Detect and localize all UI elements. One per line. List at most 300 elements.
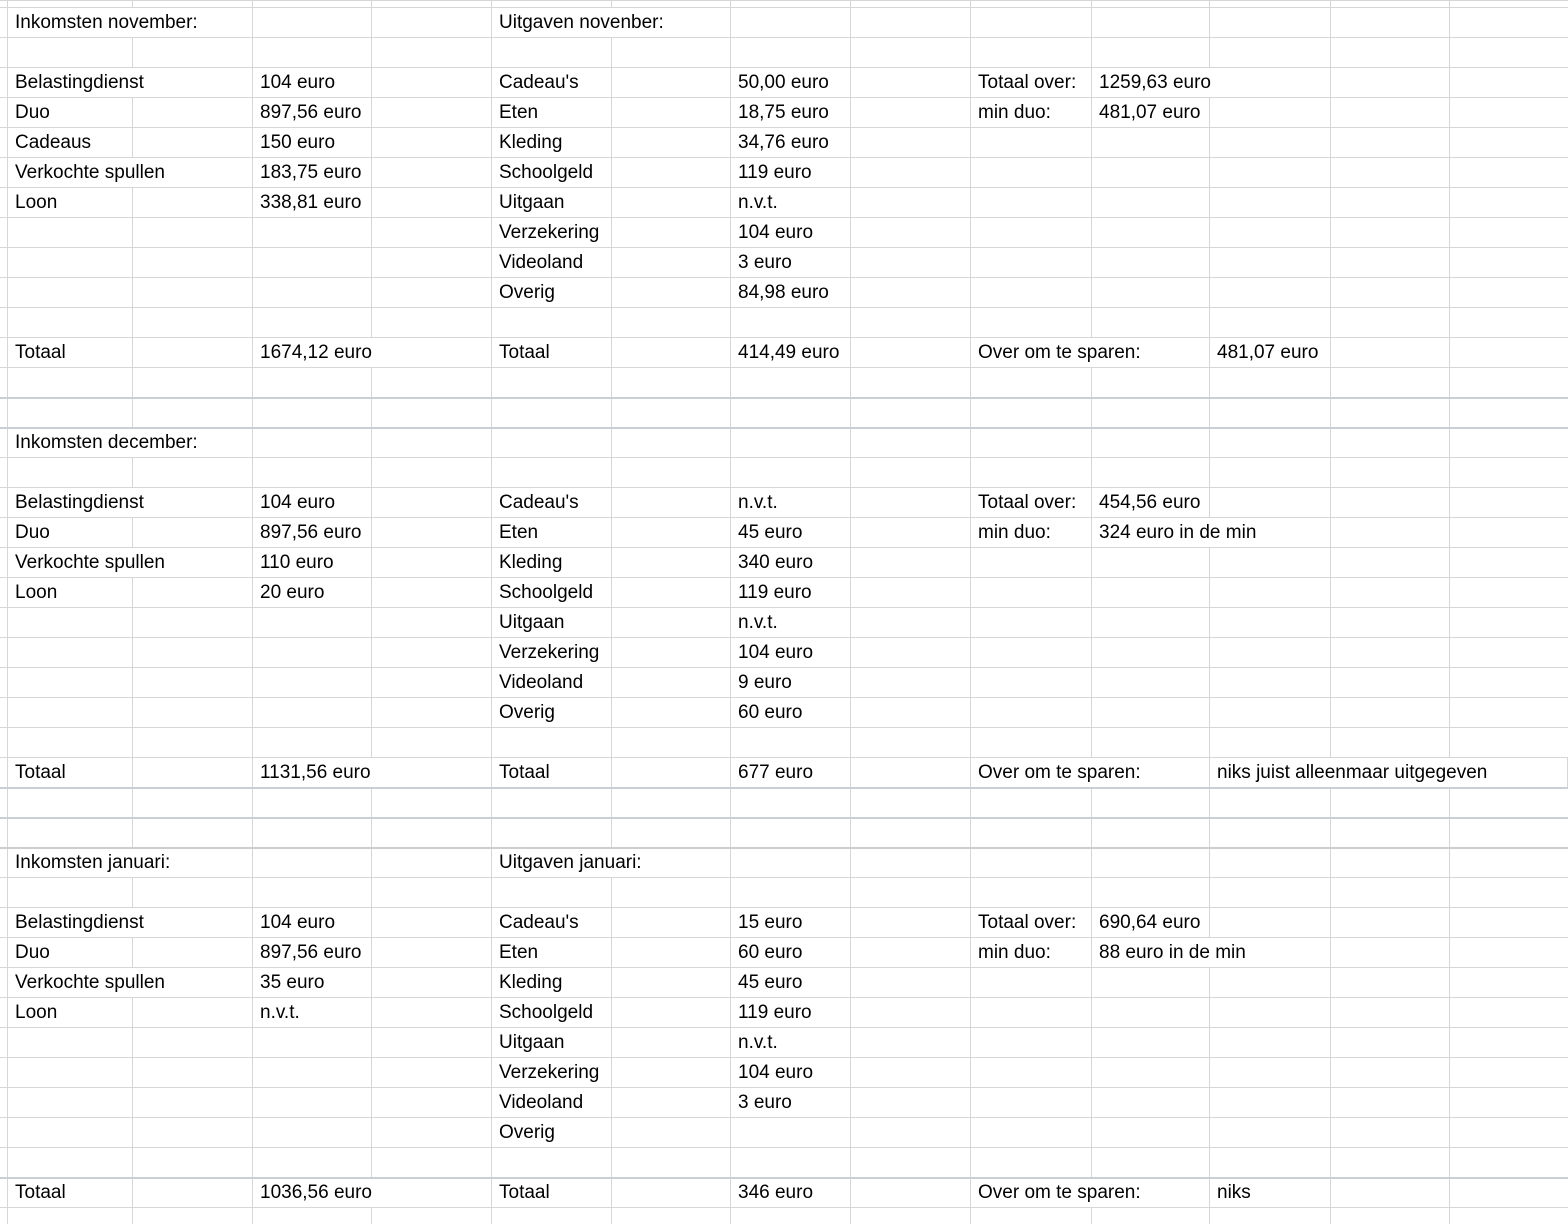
cell-edge-r26[interactable] [0, 758, 8, 788]
cell-G16[interactable] [731, 458, 851, 488]
dec-income-value-duo[interactable]: 897,56 euro [253, 518, 372, 548]
cell-B8[interactable] [133, 218, 253, 248]
cell-M20[interactable] [1450, 578, 1568, 608]
cell-edge-r28[interactable] [0, 818, 8, 848]
cell-J2[interactable] [1092, 38, 1210, 68]
cell-J7[interactable] [1092, 188, 1210, 218]
cell-M29[interactable] [1450, 848, 1568, 878]
cell-L22[interactable] [1331, 638, 1450, 668]
cell-edge-r31[interactable] [0, 908, 8, 938]
jan-min-duo-value[interactable]: 88 euro in de min [1092, 938, 1331, 968]
jan-income-total-value[interactable]: 1036,56 euro [253, 1178, 492, 1208]
cell-D30[interactable] [372, 878, 492, 908]
dec-income-label-verkochte-spullen[interactable]: Verkochte spullen [8, 548, 253, 578]
cell-H6[interactable] [851, 158, 971, 188]
jan-income-value-duo[interactable]: 897,56 euro [253, 938, 372, 968]
cell-C11[interactable] [253, 308, 372, 338]
dec-expense-label-kleding[interactable]: Kleding [492, 548, 612, 578]
nov-expense-label-uitgaan[interactable]: Uitgaan [492, 188, 612, 218]
cell-J0[interactable] [1092, 0, 1210, 8]
cell-H23[interactable] [851, 668, 971, 698]
cell-J13[interactable] [1092, 368, 1210, 398]
cell-L34[interactable] [1331, 998, 1450, 1028]
cell-M23[interactable] [1450, 668, 1568, 698]
cell-K14[interactable] [1210, 398, 1331, 428]
cell-A23[interactable] [8, 668, 133, 698]
cell-I7[interactable] [971, 188, 1092, 218]
cell-J15[interactable] [1092, 428, 1210, 458]
cell-D5[interactable] [372, 128, 492, 158]
cell-I35[interactable] [971, 1028, 1092, 1058]
cell-edge-r24[interactable] [0, 698, 8, 728]
cell-D22[interactable] [372, 638, 492, 668]
dec-expense-value-verzekering[interactable]: 104 euro [731, 638, 851, 668]
nov-sparen-label[interactable]: Over om te sparen: [971, 338, 1210, 368]
cell-edge-r7[interactable] [0, 188, 8, 218]
jan-totaal-over-label[interactable]: Totaal over: [971, 908, 1092, 938]
cell-F28[interactable] [612, 818, 731, 848]
cell-F32[interactable] [612, 938, 731, 968]
cell-H22[interactable] [851, 638, 971, 668]
nov-expense-value-kleding[interactable]: 34,76 euro [731, 128, 851, 158]
cell-edge-r15[interactable] [0, 428, 8, 458]
cell-H27[interactable] [851, 788, 971, 818]
cell-A0[interactable] [8, 0, 133, 8]
cell-H18[interactable] [851, 518, 971, 548]
cell-G11[interactable] [731, 308, 851, 338]
cell-M12[interactable] [1450, 338, 1568, 368]
cell-F5[interactable] [612, 128, 731, 158]
cell-edge-r18[interactable] [0, 518, 8, 548]
cell-I25[interactable] [971, 728, 1092, 758]
cell-C39[interactable] [253, 1148, 372, 1178]
dec-expense-value-uitgaan[interactable]: n.v.t. [731, 608, 851, 638]
nov-income-value-cadeaus[interactable]: 150 euro [253, 128, 372, 158]
cell-I28[interactable] [971, 818, 1092, 848]
cell-M7[interactable] [1450, 188, 1568, 218]
cell-M38[interactable] [1450, 1118, 1568, 1148]
cell-B34[interactable] [133, 998, 253, 1028]
cell-D19[interactable] [372, 548, 492, 578]
cell-C14[interactable] [253, 398, 372, 428]
nov-expense-label-verzekering[interactable]: Verzekering [492, 218, 612, 248]
cell-A30[interactable] [8, 878, 133, 908]
cell-H1[interactable] [851, 8, 971, 38]
cell-H3[interactable] [851, 68, 971, 98]
cell-L35[interactable] [1331, 1028, 1450, 1058]
cell-G39[interactable] [731, 1148, 851, 1178]
cell-K16[interactable] [1210, 458, 1331, 488]
cell-E14[interactable] [492, 398, 612, 428]
cell-L8[interactable] [1331, 218, 1450, 248]
cell-H20[interactable] [851, 578, 971, 608]
cell-L18[interactable] [1331, 518, 1450, 548]
dec-income-label-loon[interactable]: Loon [8, 578, 133, 608]
cell-K0[interactable] [1210, 0, 1331, 8]
cell-edge-r25[interactable] [0, 728, 8, 758]
cell-C24[interactable] [253, 698, 372, 728]
cell-L19[interactable] [1331, 548, 1450, 578]
cell-M41[interactable] [1450, 1208, 1568, 1224]
cell-B23[interactable] [133, 668, 253, 698]
cell-H31[interactable] [851, 908, 971, 938]
cell-C22[interactable] [253, 638, 372, 668]
cell-I16[interactable] [971, 458, 1092, 488]
cell-A16[interactable] [8, 458, 133, 488]
cell-C13[interactable] [253, 368, 372, 398]
cell-A9[interactable] [8, 248, 133, 278]
dec-income-label-duo[interactable]: Duo [8, 518, 133, 548]
cell-I9[interactable] [971, 248, 1092, 278]
cell-L27[interactable] [1331, 788, 1450, 818]
cell-I2[interactable] [971, 38, 1092, 68]
cell-M22[interactable] [1450, 638, 1568, 668]
cell-I10[interactable] [971, 278, 1092, 308]
cell-F13[interactable] [612, 368, 731, 398]
cell-L28[interactable] [1331, 818, 1450, 848]
cell-H33[interactable] [851, 968, 971, 998]
cell-D36[interactable] [372, 1058, 492, 1088]
jan-expense-value-verzekering[interactable]: 104 euro [731, 1058, 851, 1088]
nov-income-total-label[interactable]: Totaal [8, 338, 133, 368]
cell-D14[interactable] [372, 398, 492, 428]
cell-A39[interactable] [8, 1148, 133, 1178]
nov-expense-total-label[interactable]: Totaal [492, 338, 612, 368]
jan-expense-value-schoolgeld[interactable]: 119 euro [731, 998, 851, 1028]
cell-K37[interactable] [1210, 1088, 1331, 1118]
cell-E16[interactable] [492, 458, 612, 488]
cell-F36[interactable] [612, 1058, 731, 1088]
cell-F14[interactable] [612, 398, 731, 428]
cell-B16[interactable] [133, 458, 253, 488]
cell-L14[interactable] [1331, 398, 1450, 428]
cell-G15[interactable] [731, 428, 851, 458]
cell-J39[interactable] [1092, 1148, 1210, 1178]
cell-F19[interactable] [612, 548, 731, 578]
cell-F25[interactable] [612, 728, 731, 758]
cell-H38[interactable] [851, 1118, 971, 1148]
cell-H17[interactable] [851, 488, 971, 518]
jan-expense-label-verzekering[interactable]: Verzekering [492, 1058, 612, 1088]
jan-expense-label-uitgaan[interactable]: Uitgaan [492, 1028, 612, 1058]
dec-expense-label-overig[interactable]: Overig [492, 698, 612, 728]
nov-income-total-value[interactable]: 1674,12 euro [253, 338, 492, 368]
cell-F30[interactable] [612, 878, 731, 908]
cell-F23[interactable] [612, 668, 731, 698]
cell-edge-r39[interactable] [0, 1148, 8, 1178]
dec-income-total-value[interactable]: 1131,56 euro [253, 758, 492, 788]
cell-D6[interactable] [372, 158, 492, 188]
cell-K2[interactable] [1210, 38, 1331, 68]
nov-income-value-belastingdienst[interactable]: 104 euro [253, 68, 372, 98]
nov-expense-value-verzekering[interactable]: 104 euro [731, 218, 851, 248]
cell-A13[interactable] [8, 368, 133, 398]
dec-income-label-belastingdienst[interactable]: Belastingdienst [8, 488, 253, 518]
cell-H14[interactable] [851, 398, 971, 428]
cell-C21[interactable] [253, 608, 372, 638]
cell-M2[interactable] [1450, 38, 1568, 68]
cell-J22[interactable] [1092, 638, 1210, 668]
cell-A41[interactable] [8, 1208, 133, 1224]
cell-edge-r34[interactable] [0, 998, 8, 1028]
cell-I38[interactable] [971, 1118, 1092, 1148]
dec-expense-value-overig[interactable]: 60 euro [731, 698, 851, 728]
cell-G14[interactable] [731, 398, 851, 428]
cell-D9[interactable] [372, 248, 492, 278]
cell-J14[interactable] [1092, 398, 1210, 428]
cell-F38[interactable] [612, 1118, 731, 1148]
cell-J41[interactable] [1092, 1208, 1210, 1224]
cell-B36[interactable] [133, 1058, 253, 1088]
dec-sparen-value[interactable]: niks juist alleenmaar uitgegeven [1210, 758, 1568, 788]
cell-K13[interactable] [1210, 368, 1331, 398]
cell-G38[interactable] [731, 1118, 851, 1148]
dec-expense-value-cadeau-s[interactable]: n.v.t. [731, 488, 851, 518]
cell-edge-r6[interactable] [0, 158, 8, 188]
cell-J37[interactable] [1092, 1088, 1210, 1118]
cell-J36[interactable] [1092, 1058, 1210, 1088]
cell-H28[interactable] [851, 818, 971, 848]
cell-H30[interactable] [851, 878, 971, 908]
cell-H29[interactable] [851, 848, 971, 878]
cell-D7[interactable] [372, 188, 492, 218]
cell-A24[interactable] [8, 698, 133, 728]
cell-I22[interactable] [971, 638, 1092, 668]
cell-K34[interactable] [1210, 998, 1331, 1028]
cell-K4[interactable] [1210, 98, 1331, 128]
nov-income-value-loon[interactable]: 338,81 euro [253, 188, 372, 218]
cell-F22[interactable] [612, 638, 731, 668]
cell-H26[interactable] [851, 758, 971, 788]
cell-A27[interactable] [8, 788, 133, 818]
cell-J9[interactable] [1092, 248, 1210, 278]
cell-K31[interactable] [1210, 908, 1331, 938]
jan-income-label-verkochte-spullen[interactable]: Verkochte spullen [8, 968, 253, 998]
nov-income-header[interactable]: Inkomsten november: [8, 8, 253, 38]
cell-B22[interactable] [133, 638, 253, 668]
jan-expense-header[interactable]: Uitgaven januari: [492, 848, 731, 878]
cell-E2[interactable] [492, 38, 612, 68]
cell-B5[interactable] [133, 128, 253, 158]
cell-B13[interactable] [133, 368, 253, 398]
cell-edge-r21[interactable] [0, 608, 8, 638]
cell-K27[interactable] [1210, 788, 1331, 818]
dec-expense-label-uitgaan[interactable]: Uitgaan [492, 608, 612, 638]
nov-income-label-loon[interactable]: Loon [8, 188, 133, 218]
cell-B30[interactable] [133, 878, 253, 908]
cell-L3[interactable] [1331, 68, 1450, 98]
cell-J24[interactable] [1092, 698, 1210, 728]
dec-expense-value-schoolgeld[interactable]: 119 euro [731, 578, 851, 608]
cell-I5[interactable] [971, 128, 1092, 158]
cell-D41[interactable] [372, 1208, 492, 1224]
cell-D13[interactable] [372, 368, 492, 398]
cell-M25[interactable] [1450, 728, 1568, 758]
cell-edge-r38[interactable] [0, 1118, 8, 1148]
jan-sparen-value[interactable]: niks [1210, 1178, 1331, 1208]
cell-D21[interactable] [372, 608, 492, 638]
cell-L17[interactable] [1331, 488, 1450, 518]
cell-M11[interactable] [1450, 308, 1568, 338]
dec-min-duo-label[interactable]: min duo: [971, 518, 1092, 548]
cell-D0[interactable] [372, 0, 492, 8]
cell-K10[interactable] [1210, 278, 1331, 308]
cell-J8[interactable] [1092, 218, 1210, 248]
cell-edge-r4[interactable] [0, 98, 8, 128]
cell-F7[interactable] [612, 188, 731, 218]
cell-L13[interactable] [1331, 368, 1450, 398]
cell-J10[interactable] [1092, 278, 1210, 308]
cell-E11[interactable] [492, 308, 612, 338]
cell-I14[interactable] [971, 398, 1092, 428]
cell-F3[interactable] [612, 68, 731, 98]
cell-J21[interactable] [1092, 608, 1210, 638]
cell-B12[interactable] [133, 338, 253, 368]
cell-A37[interactable] [8, 1088, 133, 1118]
cell-H9[interactable] [851, 248, 971, 278]
cell-B21[interactable] [133, 608, 253, 638]
cell-I13[interactable] [971, 368, 1092, 398]
cell-F39[interactable] [612, 1148, 731, 1178]
cell-edge-r19[interactable] [0, 548, 8, 578]
cell-I29[interactable] [971, 848, 1092, 878]
cell-H37[interactable] [851, 1088, 971, 1118]
jan-income-value-loon[interactable]: n.v.t. [253, 998, 372, 1028]
cell-C2[interactable] [253, 38, 372, 68]
cell-K39[interactable] [1210, 1148, 1331, 1178]
cell-H35[interactable] [851, 1028, 971, 1058]
cell-K36[interactable] [1210, 1058, 1331, 1088]
cell-M27[interactable] [1450, 788, 1568, 818]
cell-F37[interactable] [612, 1088, 731, 1118]
jan-expense-label-cadeau-s[interactable]: Cadeau's [492, 908, 612, 938]
cell-edge-r1[interactable] [0, 8, 8, 38]
cell-E27[interactable] [492, 788, 612, 818]
cell-edge-r5[interactable] [0, 128, 8, 158]
jan-totaal-over-value[interactable]: 690,64 euro [1092, 908, 1210, 938]
jan-income-value-verkochte-spullen[interactable]: 35 euro [253, 968, 372, 998]
nov-expense-value-videoland[interactable]: 3 euro [731, 248, 851, 278]
cell-edge-r35[interactable] [0, 1028, 8, 1058]
cell-edge-r9[interactable] [0, 248, 8, 278]
cell-F27[interactable] [612, 788, 731, 818]
cell-M30[interactable] [1450, 878, 1568, 908]
jan-expense-label-kleding[interactable]: Kleding [492, 968, 612, 998]
cell-edge-r29[interactable] [0, 848, 8, 878]
cell-L38[interactable] [1331, 1118, 1450, 1148]
dec-expense-total-value[interactable]: 677 euro [731, 758, 851, 788]
jan-income-label-duo[interactable]: Duo [8, 938, 133, 968]
cell-M21[interactable] [1450, 608, 1568, 638]
dec-expense-label-verzekering[interactable]: Verzekering [492, 638, 612, 668]
cell-F35[interactable] [612, 1028, 731, 1058]
cell-G27[interactable] [731, 788, 851, 818]
cell-J6[interactable] [1092, 158, 1210, 188]
cell-C36[interactable] [253, 1058, 372, 1088]
cell-K11[interactable] [1210, 308, 1331, 338]
cell-L7[interactable] [1331, 188, 1450, 218]
cell-F26[interactable] [612, 758, 731, 788]
cell-F8[interactable] [612, 218, 731, 248]
cell-K6[interactable] [1210, 158, 1331, 188]
cell-M36[interactable] [1450, 1058, 1568, 1088]
cell-D8[interactable] [372, 218, 492, 248]
cell-K19[interactable] [1210, 548, 1331, 578]
cell-M40[interactable] [1450, 1178, 1568, 1208]
cell-L0[interactable] [1331, 0, 1450, 8]
cell-J30[interactable] [1092, 878, 1210, 908]
cell-D32[interactable] [372, 938, 492, 968]
cell-L39[interactable] [1331, 1148, 1450, 1178]
cell-F9[interactable] [612, 248, 731, 278]
cell-K5[interactable] [1210, 128, 1331, 158]
cell-L36[interactable] [1331, 1058, 1450, 1088]
cell-I19[interactable] [971, 548, 1092, 578]
cell-M19[interactable] [1450, 548, 1568, 578]
cell-C28[interactable] [253, 818, 372, 848]
cell-edge-r10[interactable] [0, 278, 8, 308]
cell-L40[interactable] [1331, 1178, 1450, 1208]
cell-L16[interactable] [1331, 458, 1450, 488]
cell-H2[interactable] [851, 38, 971, 68]
cell-I1[interactable] [971, 8, 1092, 38]
cell-K33[interactable] [1210, 968, 1331, 998]
cell-B18[interactable] [133, 518, 253, 548]
cell-E0[interactable] [492, 0, 612, 8]
cell-M10[interactable] [1450, 278, 1568, 308]
cell-J27[interactable] [1092, 788, 1210, 818]
cell-C8[interactable] [253, 218, 372, 248]
cell-edge-r11[interactable] [0, 308, 8, 338]
cell-K38[interactable] [1210, 1118, 1331, 1148]
cell-F6[interactable] [612, 158, 731, 188]
cell-G0[interactable] [731, 0, 851, 8]
cell-A11[interactable] [8, 308, 133, 338]
dec-expense-label-eten[interactable]: Eten [492, 518, 612, 548]
cell-L4[interactable] [1331, 98, 1450, 128]
dec-totaal-over-label[interactable]: Totaal over: [971, 488, 1092, 518]
jan-income-label-belastingdienst[interactable]: Belastingdienst [8, 908, 253, 938]
cell-H32[interactable] [851, 938, 971, 968]
cell-M1[interactable] [1450, 8, 1568, 38]
nov-totaal-over-value[interactable]: 1259,63 euro [1092, 68, 1331, 98]
cell-K29[interactable] [1210, 848, 1331, 878]
cell-H16[interactable] [851, 458, 971, 488]
cell-M31[interactable] [1450, 908, 1568, 938]
cell-C10[interactable] [253, 278, 372, 308]
cell-K8[interactable] [1210, 218, 1331, 248]
dec-sparen-label[interactable]: Over om te sparen: [971, 758, 1210, 788]
nov-income-label-belastingdienst[interactable]: Belastingdienst [8, 68, 253, 98]
cell-M4[interactable] [1450, 98, 1568, 128]
cell-H0[interactable] [851, 0, 971, 8]
nov-totaal-over-label[interactable]: Totaal over: [971, 68, 1092, 98]
cell-L9[interactable] [1331, 248, 1450, 278]
dec-income-value-belastingdienst[interactable]: 104 euro [253, 488, 372, 518]
cell-D33[interactable] [372, 968, 492, 998]
cell-L21[interactable] [1331, 608, 1450, 638]
cell-I30[interactable] [971, 878, 1092, 908]
cell-M3[interactable] [1450, 68, 1568, 98]
cell-edge-r16[interactable] [0, 458, 8, 488]
cell-J23[interactable] [1092, 668, 1210, 698]
cell-I23[interactable] [971, 668, 1092, 698]
cell-F16[interactable] [612, 458, 731, 488]
dec-income-total-label[interactable]: Totaal [8, 758, 133, 788]
dec-expense-value-kleding[interactable]: 340 euro [731, 548, 851, 578]
cell-I20[interactable] [971, 578, 1092, 608]
cell-L20[interactable] [1331, 578, 1450, 608]
